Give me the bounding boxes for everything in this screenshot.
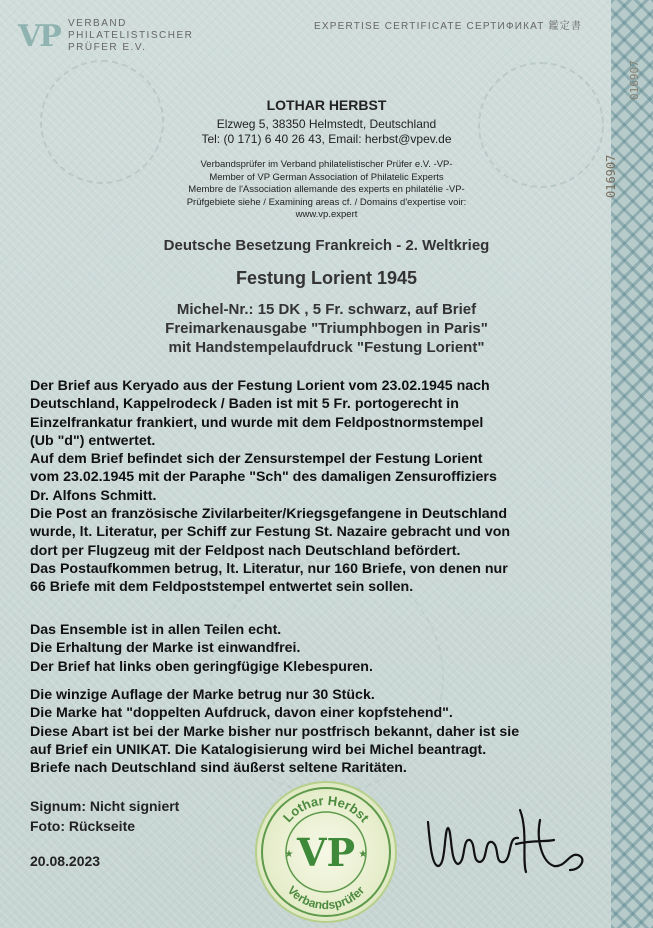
body-paragraph-1 <box>30 377 590 597</box>
body-line: Der Brief hat links oben geringfügige Klebespuren. <box>30 658 373 675</box>
expert-seal <box>257 783 395 921</box>
expert-name: LOTHAR HERBST <box>266 97 387 113</box>
association-logo <box>18 18 193 54</box>
michel-line: mit Handstempelaufdruck "Festung Lorient" <box>168 339 485 356</box>
association-line: PHILATELISTISCHER <box>68 30 194 41</box>
michel-line: Michel-Nr.: 15 DK , 5 Fr. schwarz, auf Brief <box>176 301 477 318</box>
body-paragraph-3 <box>30 686 590 777</box>
membership-block <box>0 159 653 222</box>
serial-number-top: 016907 <box>628 60 641 100</box>
membership-line: Member of VP German Association of Philatelic Experts <box>209 171 444 183</box>
body-line: wurde, lt. Literatur, per Schiff zur Festung St. Nazaire gebracht und von <box>30 524 511 541</box>
membership-line: Prüfgebiete siehe / Examining areas cf. / Domains d'expertise voir: <box>186 196 467 208</box>
seal-bottom-text: Verbandsprüfer <box>284 883 368 913</box>
expert-address: Elzweg 5, 38350 Helmstedt, Deutschland <box>216 117 437 131</box>
membership-website: www.vp.expert <box>295 209 358 220</box>
handwritten-signature <box>420 800 590 880</box>
seal-graphic <box>257 783 395 921</box>
body-line: Diese Abart ist bei der Marke bisher nur postfrisch bekannt, daher ist sie <box>30 723 520 740</box>
certificate-date: 20.08.2023 <box>30 853 101 869</box>
serial-number-side: 016907 <box>604 154 618 198</box>
body-line: Die Erhaltung der Marke ist einwandfrei. <box>30 640 301 657</box>
body-line: Einzelfrankatur frankiert, und wurde mit dem Feldpostnormstempel <box>30 414 484 431</box>
body-line: Auf dem Brief befindet sich der Zensurstempel der Festung Lorient <box>30 451 483 468</box>
body-line: Die Marke hat "doppelten Aufdruck, davon einer kopfstehend". <box>30 705 453 722</box>
body-line: dort per Flugzeug mit der Feldpost nach Deutschland befördert. <box>30 542 461 559</box>
association-line: VERBAND <box>68 18 127 29</box>
seal-star-left: ★ <box>284 849 294 860</box>
expert-contact: Tel: (0 171) 6 40 26 43, Email: herbst@vpev.de <box>201 132 452 146</box>
subject-title: Festung Lorient 1945 <box>235 268 418 288</box>
body-line: Dr. Alfons Schmitt. <box>30 487 157 504</box>
body-line: Briefe nach Deutschland sind äußerst seltene Raritäten. <box>30 760 407 777</box>
body-line: vom 23.02.1945 mit der Paraphe "Sch" des damaligen Zensuroffiziers <box>30 469 497 486</box>
body-line: Das Ensemble ist in allen Teilen echt. <box>30 622 282 638</box>
certificate-label: EXPERTISE CERTIFICATE СЕРТИФИКАТ 鑑定書 <box>314 21 583 32</box>
michel-line: Freimarkenausgabe "Triumphbogen in Paris" <box>165 320 488 337</box>
seal-star-right: ★ <box>358 849 368 860</box>
body-line: (Ub "d") entwertet. <box>30 432 156 449</box>
body-paragraph-2 <box>30 621 590 676</box>
photo-note: Foto: Rückseite <box>30 818 136 834</box>
subject-subtitle: Deutsche Besetzung Frankreich - 2. Weltkrieg <box>163 237 490 254</box>
body-line: auf Brief ein UNIKAT. Die Katalogisierung wird bei Michel beantragt. <box>30 741 487 758</box>
body-line: Die winzige Auflage der Marke betrug nur 30 Stück. <box>30 687 375 703</box>
seal-center-text: VP <box>296 830 356 875</box>
michel-description <box>0 300 653 357</box>
association-line: PRÜFER E.V. <box>68 42 147 53</box>
body-line: Die Post an französische Zivilarbeiter/Kriegsgefangene in Deutschland <box>30 506 507 523</box>
body-line: Das Postaufkommen betrug, lt. Literatur, nur 160 Briefe, von denen nur <box>30 560 508 577</box>
body-line: 66 Briefe mit dem Feldpoststempel entwertet sein sollen. <box>30 579 414 596</box>
membership-line: Verbandsprüfer im Verband philatelistischer Prüfer e.V. -VP- <box>200 159 453 170</box>
signum-note: Signum: Nicht signiert <box>30 798 180 814</box>
seal-top-text: Lothar Herbst <box>279 792 373 826</box>
membership-line: Membre de l'Association allemande des experts en philatélie -VP- <box>188 184 465 195</box>
body-line: Deutschland, Kappelrodeck / Baden ist mit 5 Fr. portogerecht in <box>30 396 459 413</box>
body-line: Der Brief aus Keryado aus der Festung Lorient vom 23.02.1945 nach <box>30 378 490 394</box>
association-name <box>68 18 193 54</box>
vp-logo: VP <box>18 18 60 54</box>
